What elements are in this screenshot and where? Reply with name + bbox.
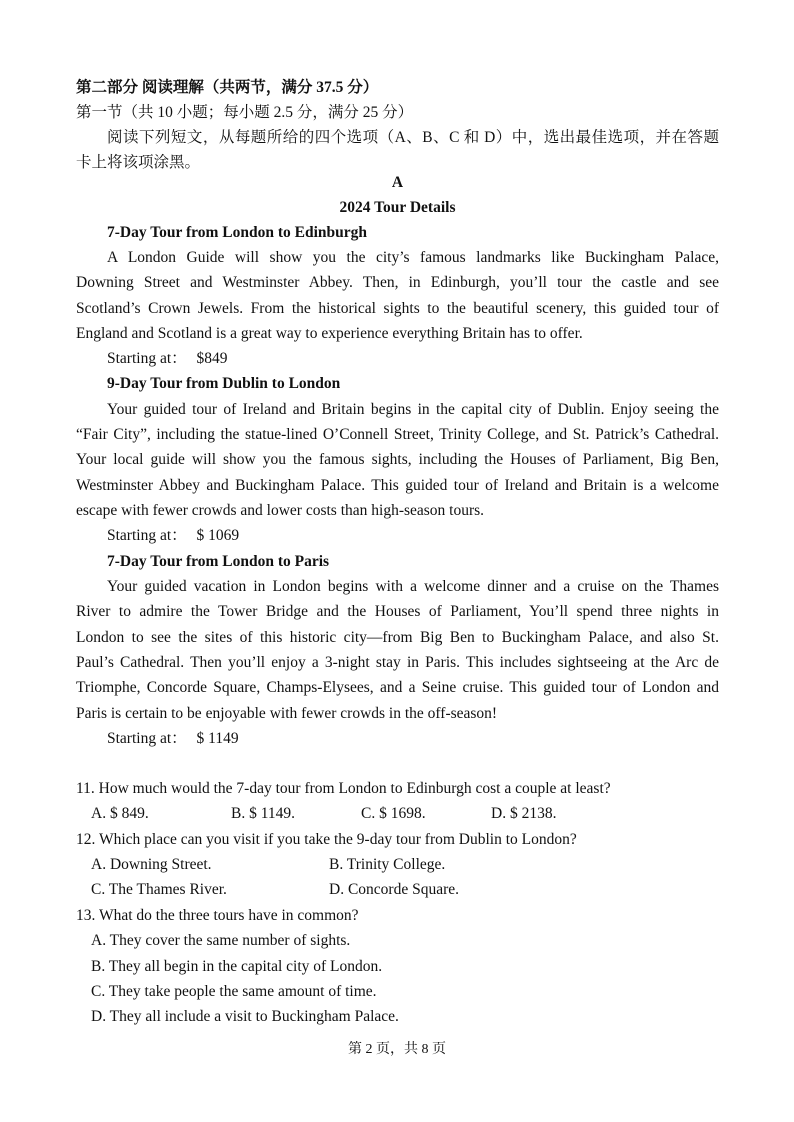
answer-option: A. $ 849. xyxy=(91,805,149,822)
answer-option: A. They cover the same number of sights. xyxy=(91,932,351,949)
question-stem: 12. Which place can you visit if you take the 9-day tour from Dublin to London? xyxy=(76,831,577,848)
price-label: Starting at： xyxy=(107,527,187,544)
tour-text-line: escape with fewer crowds and lower costs than high-season tours. xyxy=(76,502,485,519)
section-title: 第一节（共 10 小题；每小题 2.5 分，满分 25 分） xyxy=(76,104,414,121)
tour-text-line: Downing Street and Westminster Abbey. Then, in Edinburgh, you’ll tour the castle and see xyxy=(76,274,719,291)
tour-text-line: Your guided vacation in London begins with a welcome dinner and a cruise on the Thames xyxy=(107,578,719,595)
instructions-line-1: 阅读下列短文，从每题所给的四个选项（A、B、C 和 D）中，选出最佳选项，并在答题 xyxy=(107,129,719,146)
tour-text-line: London to see the sites of this historic city—from Big Ben to Buckingham Palace, and also St. xyxy=(76,629,719,646)
instructions-line-2: 卡上将该项涂黑。 xyxy=(76,154,201,171)
question-stem: 11. How much would the 7-day tour from London to Edinburgh cost a couple at least? xyxy=(76,780,611,797)
page-number: 第 2 页，共 8 页 xyxy=(348,1042,446,1057)
passage-title: 2024 Tour Details xyxy=(339,199,456,216)
tour-text-line: Paris is certain to be enjoyable with fewer crowds in the off-season! xyxy=(76,705,498,722)
tour-text-line: Westminster Abbey and Buckingham Palace. This guided tour of Ireland and Britain is a welcome xyxy=(76,477,719,494)
answer-option: D. They all include a visit to Buckingham Palace. xyxy=(91,1008,399,1025)
answer-option: B. $ 1149. xyxy=(231,805,296,822)
tour-price xyxy=(107,729,719,749)
answer-option: B. They all begin in the capital city of London. xyxy=(91,958,383,975)
price-value: $849 xyxy=(196,350,228,367)
price-value: $ 1069 xyxy=(196,527,240,544)
tour-text-line: Scotland’s Crown Jewels. From the historical sights to the beautiful scenery, this guided tour of xyxy=(76,300,719,317)
tour-text-line: River to admire the Tower Bridge and the Houses of Parliament, You’ll spend three nights in xyxy=(76,603,719,620)
price-value: $ 1149 xyxy=(196,730,239,747)
tour-text-line: England and Scotland is a great way to experience everything Britain has to offer. xyxy=(76,325,583,342)
tour-text-line: Triomphe, Concorde Square, Champs-Elysees, and a Seine cruise. This guided tour of London and xyxy=(76,679,719,696)
tour-heading: 7-Day Tour from London to Paris xyxy=(107,553,330,570)
tour-heading: 9-Day Tour from Dublin to London xyxy=(107,375,341,392)
tour-text-line: Your local guide will show you the famous sights, including the Houses of Parliament, Big Ben, xyxy=(76,451,719,468)
tour-heading: 7-Day Tour from London to Edinburgh xyxy=(107,224,367,241)
answer-option: C. $ 1698. xyxy=(361,805,426,822)
tour-text-line: Your guided tour of Ireland and Britain begins in the capital city of Dublin. Enjoy seeing the xyxy=(107,401,719,418)
tour-price xyxy=(107,349,719,369)
answer-option: D. Concorde Square. xyxy=(329,881,459,898)
tour-text-line: Paul’s Cathedral. Then you’ll enjoy a 3-night stay in Paris. This includes sightseeing at the Arc de xyxy=(76,654,719,671)
tour-text-line: “Fair City”, including the statue-lined O’Connell Street, Trinity College, and St. Patrick’s Cathedral. xyxy=(76,426,719,443)
question-stem: 13. What do the three tours have in common? xyxy=(76,907,359,924)
answer-option: C. The Thames River. xyxy=(91,881,227,898)
tour-text-line: A London Guide will show you the city’s famous landmarks like Buckingham Palace, xyxy=(107,249,719,266)
answer-option: D. $ 2138. xyxy=(491,805,557,822)
answer-option: A. Downing Street. xyxy=(91,856,212,873)
answer-option: B. Trinity College. xyxy=(329,856,446,873)
price-label: Starting at： xyxy=(107,350,187,367)
passage-letter: A xyxy=(391,174,404,191)
answer-option: C. They take people the same amount of time. xyxy=(91,983,377,1000)
tour-price xyxy=(107,526,719,546)
part-title: 第二部分 阅读理解（共两节，满分 37.5 分） xyxy=(76,79,379,96)
price-label: Starting at： xyxy=(107,730,187,747)
